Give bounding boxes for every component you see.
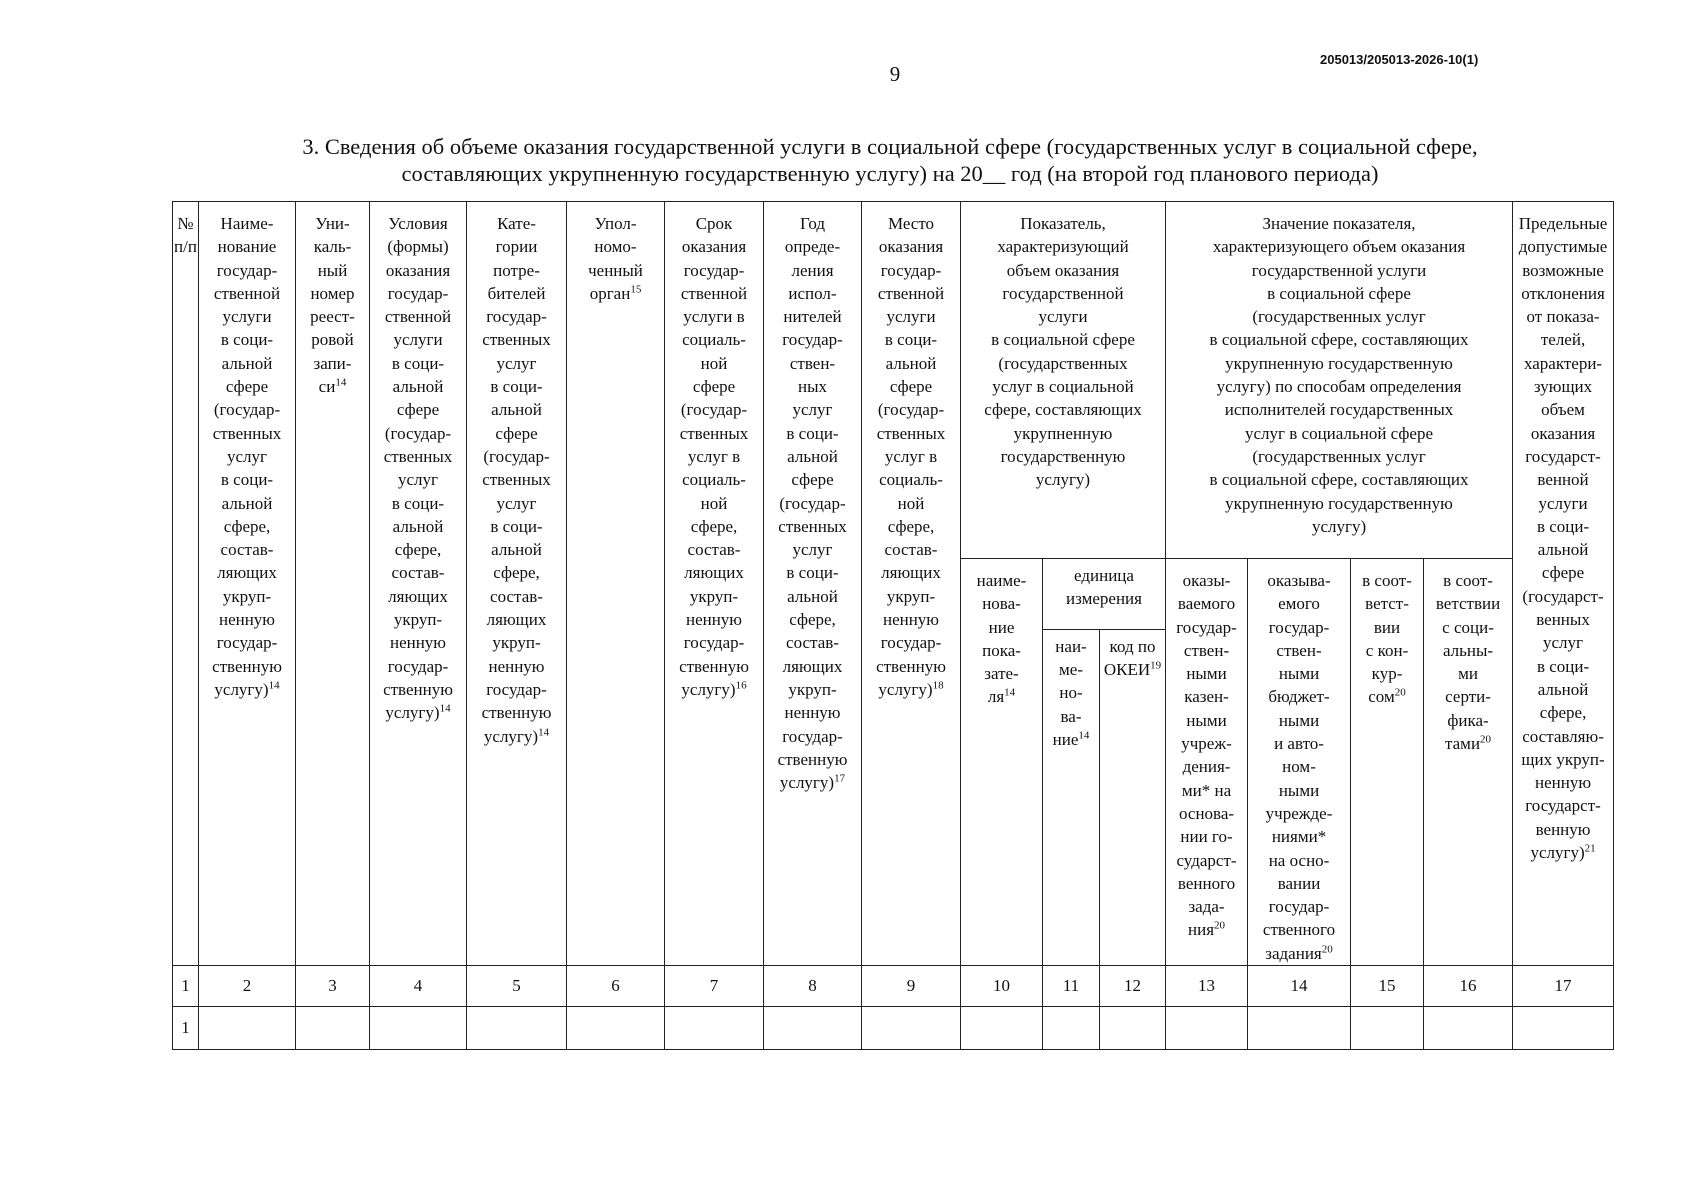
header-col-17: Предельные допустимые возможные отклонения от показа- телей, характери- зующих объем оказания государст- венной услуги в соци- альной сфере (государст- венных услуг в соци- альной сфере, составляю- щих укруп- ненную государст- венную услугу)$^{21}$ (1513, 202, 1614, 966)
header-col-5: Кате- гории потре- бителей государ- ственных услуг в соци- альной сфере (государ- ственных услуг в соци- альной сфере, состав- ляющих укруп- ненную государ- ственную услугу)$^{14}$ (467, 202, 567, 966)
document-code: 205013/205013-2026-10(1) (1320, 52, 1479, 67)
column-number: 1 (173, 966, 199, 1007)
table-cell: 1 (173, 1007, 199, 1050)
table-cell (296, 1007, 370, 1050)
table-cell (1424, 1007, 1513, 1050)
column-number: 16 (1424, 966, 1513, 1007)
header-indicator-name: наиме- нова- ние пока- зате- ля$^{14}$ (961, 559, 1043, 966)
header-col-9: Место оказания государ- ственной услуги в соци- альной сфере (государ- ственных услуг в социаль- ной сфере, состав- ляющих укруп- ненную государ- ственную услугу)$^{18}$ (862, 202, 961, 966)
header-unit-group: единица измерения (1043, 559, 1166, 630)
section-title-line-1: 3. Сведения об объеме оказания государственной услуги в социальной сфере (государственных услуг в социальной сфере, (302, 134, 1478, 159)
section-title (170, 133, 1610, 187)
header-col-8: Год опреде- ления испол- нителей государ- ствен- ных услуг в соци- альной сфере (государ- ственных услуг в соци- альной сфере, состав- ляющих укруп- ненную государ- ственную услугу)$^{17}$ (764, 202, 862, 966)
column-number: 8 (764, 966, 862, 1007)
volume-table (172, 201, 1614, 1050)
table-cell (567, 1007, 665, 1050)
header-col-3: Уни- каль- ный номер реест- ровой запи- си$^{14}$ (296, 202, 370, 966)
column-number: 12 (1100, 966, 1166, 1007)
header-value-col-13: оказы- ваемого государ- ствен- ными казен- ными учреж- дения- ми* на основа- нии го- сударст- венного зада- ния$^{20}$ (1166, 559, 1248, 966)
table-cell (1513, 1007, 1614, 1050)
table-cell (961, 1007, 1043, 1050)
table-cell (467, 1007, 567, 1050)
header-unit-name: наи- ме- но- ва- ние$^{14}$ (1043, 629, 1100, 965)
column-number: 9 (862, 966, 961, 1007)
header-value-group: Значение показателя, характеризующего объем оказания государственной услуги в социальной сфере (государственных услуг в социальной сфере, составляющих укрупненную государственную услугу) по способам определения исполнителей государственных услуг в социальной сфере (государственных услуг в социальной сфере, составляющих укрупненную государственную услугу) (1166, 202, 1513, 559)
table-cell (862, 1007, 961, 1050)
header-value-col-14: оказыва- емого государ- ствен- ными бюджет- ными и авто- ном- ными учрежде- ниями* на осно- вании государ- ственного задания$^{20}$ (1248, 559, 1351, 966)
header-col-4: Условия (формы) оказания государ- ственной услуги в соци- альной сфере (государ- ственных услуг в соци- альной сфере, состав- ляющих укруп- ненную государ- ственную услугу)$^{14}$ (370, 202, 467, 966)
header-col-2: Наиме- нование государ- ственной услуги в соци- альной сфере (государ- ственных услуг в соци- альной сфере, состав- ляющих укруп- ненную государ- ственную услугу)$^{14}$ (199, 202, 296, 966)
header-value-col-16: в соот- ветствии с соци- альны- ми серти- фика- тами$^{20}$ (1424, 559, 1513, 966)
column-number: 4 (370, 966, 467, 1007)
table-cell (370, 1007, 467, 1050)
page-number: 9 (889, 62, 901, 86)
table-cell (199, 1007, 296, 1050)
header-unit-okei: код по ОКЕИ$^{19}$ (1100, 629, 1166, 965)
column-number: 3 (296, 966, 370, 1007)
table-row (173, 1007, 1614, 1050)
table-cell (665, 1007, 764, 1050)
column-number: 11 (1043, 966, 1100, 1007)
table-cell (1100, 1007, 1166, 1050)
header-col-6: Упол- номо- ченный орган$^{15}$ (567, 202, 665, 966)
column-number: 2 (199, 966, 296, 1007)
table-cell (1166, 1007, 1248, 1050)
table-cell (1248, 1007, 1351, 1050)
column-number: 7 (665, 966, 764, 1007)
column-number: 10 (961, 966, 1043, 1007)
header-indicator-group: Показатель, характеризующий объем оказания государственной услуги в социальной сфере (государственных услуг в социальной сфере, составляющих укрупненную государственную услугу) (961, 202, 1166, 559)
column-number: 5 (467, 966, 567, 1007)
column-numbers-row (173, 966, 1614, 1007)
column-number: 15 (1351, 966, 1424, 1007)
table-cell (1043, 1007, 1100, 1050)
table-cell (1351, 1007, 1424, 1050)
section-title-line-2: составляющих укрупненную государственную услугу) на 20__ год (на второй год планового периода) (401, 161, 1379, 186)
table-cell (764, 1007, 862, 1050)
column-number: 13 (1166, 966, 1248, 1007)
column-number: 17 (1513, 966, 1614, 1007)
header-col-1: № п/п (173, 202, 199, 966)
header-value-col-15: в соот- ветст- вии с кон- кур- сом$^{20}$ (1351, 559, 1424, 966)
header-col-7: Срок оказания государ- ственной услуги в социаль- ной сфере (государ- ственных услуг в социаль- ной сфере, состав- ляющих укруп- ненную государ- ственную услугу)$^{16}$ (665, 202, 764, 966)
column-number: 6 (567, 966, 665, 1007)
column-number: 14 (1248, 966, 1351, 1007)
